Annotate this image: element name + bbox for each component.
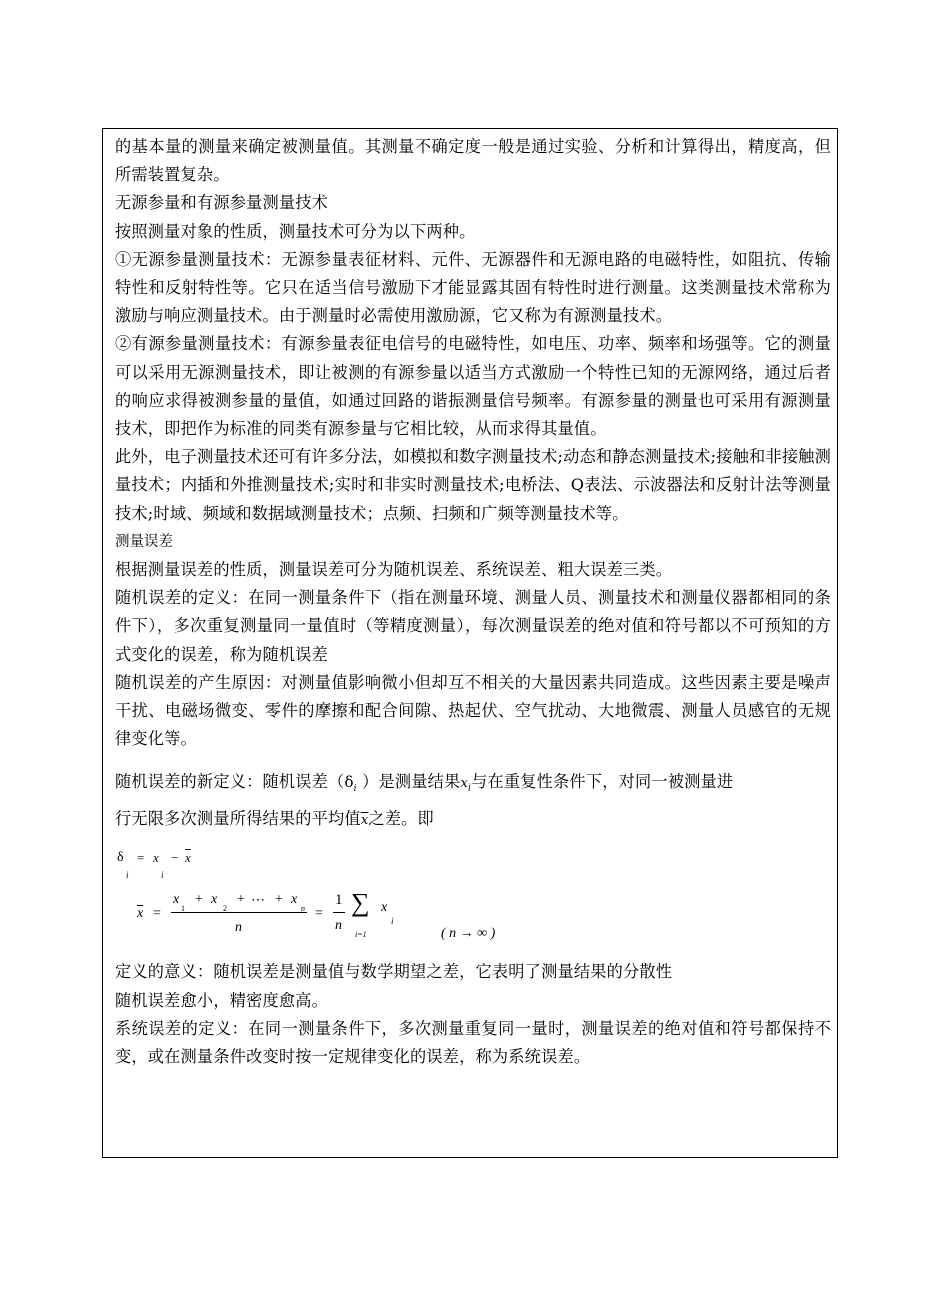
heading-passive-active-params: 无源参量和有源参量测量技术	[115, 193, 329, 213]
paragraph-random-error-causes: 随机误差的产生原因：对测量值影响微小但却互不相关的大量因素共同造成。这些因素主要是噪声干扰、电磁场微变、零件的摩擦和配合间隙、热起伏、空气扰动、大地微震、测量人员感官的无规律变化等。	[115, 672, 831, 749]
formula-mean-definition: $\overline{x}$ = x 1 + x 2 + ⋯ + x n n = 1 n ∑ i=1 x i ( n → ∞ )	[137, 888, 496, 942]
formula-delta-definition: δ i = x i − $\overline{x}$	[117, 850, 191, 881]
paragraph-classification: 按照测量对象的性质，测量技术可分为以下两种。	[115, 221, 476, 241]
x-bar-symbol: $\overline{x}$	[360, 813, 369, 829]
paragraph-other-methods: 此外，电子测量技术还可有许多分法，如模拟和数字测量技术;动态和静态测量技术;接触和非接触测量技术；内插和外推测量技术;实时和非实时测量技术;电桥法、Q表法、示波器法和反射计法等测量技术;时域、频域和数据域测量技术；点频、扫频和广频等测量技术等。	[115, 447, 831, 523]
fraction-bar	[171, 912, 307, 913]
x-i-symbol: $x_i$	[460, 776, 472, 795]
paragraph-measurement-uncertainty: 的基本量的测量来确定被测量值。其测量不确定度一般是通过实验、分析和计算得出，精度高，但所需装置复杂。	[115, 137, 831, 185]
paragraph-meaning: 定义的意义：随机误差是测量值与数学期望之差，它表明了测量结果的分散性	[115, 962, 673, 982]
fraction-bar-2	[333, 912, 345, 913]
paragraph-systematic-error-definition: 系统误差的定义：在同一测量条件下，多次测量重复同一量时，测量误差的绝对值和符号都保持不变，或在测量条件改变时按一定规律变化的误差，称为系统误差。	[115, 1018, 831, 1067]
paragraph-random-error-new-definition: 随机误差的新定义：随机误差（$\delta_i$ ）是测量结果$x_i$与在重复性条件下，对同一被测量进 行无限多次测量所得结果的平均值$\overline{x}$之差。即	[115, 772, 734, 829]
document-body	[115, 133, 831, 1071]
paragraph-active-technique: ②有源参量测量技术：有源参量表征电信号的电磁特性，如电压、功率、频率和场强等。它的测量可以采用无源测量技术，即让被测的有源参量以适当方式激励一个特性已知的无源网络，通过后者的响应求得被测参量的量值，如通过回路的谐振测量信号频率。有源参量的测量也可采用有源测量技术，即把作为标准的同类有源参量与它相比较，从而求得其量值。	[115, 334, 831, 439]
paragraph-random-error-definition: 随机误差的定义：在同一测量条件下（指在测量环境、测量人员、测量技术和测量仪器都相同的条件下），多次重复测量同一量值时（等精度测量），每次测量误差的绝对值和符号都以不可预知的方式变化的误差，称为随机误差	[115, 588, 831, 664]
paragraph-passive-technique: ①无源参量测量技术：无源参量表征材料、元件、无源器件和无源电路的电磁特性，如阻抗、传输特性和反射特性等。它只在适当信号激励下才能显露其固有特性时进行测量。这类测量技术常称为激励与响应测量技术。由于测量时必需使用激励源，它又称为有源测量技术。	[115, 249, 831, 326]
delta-symbol: $\delta_i$	[344, 773, 357, 795]
heading-measurement-error: 测量误差	[115, 533, 173, 550]
content-frame	[102, 128, 838, 1158]
paragraph-error-types: 根据测量误差的性质，测量误差可分为随机误差、系统误差、粗大误差三类。	[115, 560, 673, 580]
spacer	[115, 753, 831, 767]
paragraph-precision: 随机误差愈小，精密度愈高。	[115, 990, 329, 1010]
